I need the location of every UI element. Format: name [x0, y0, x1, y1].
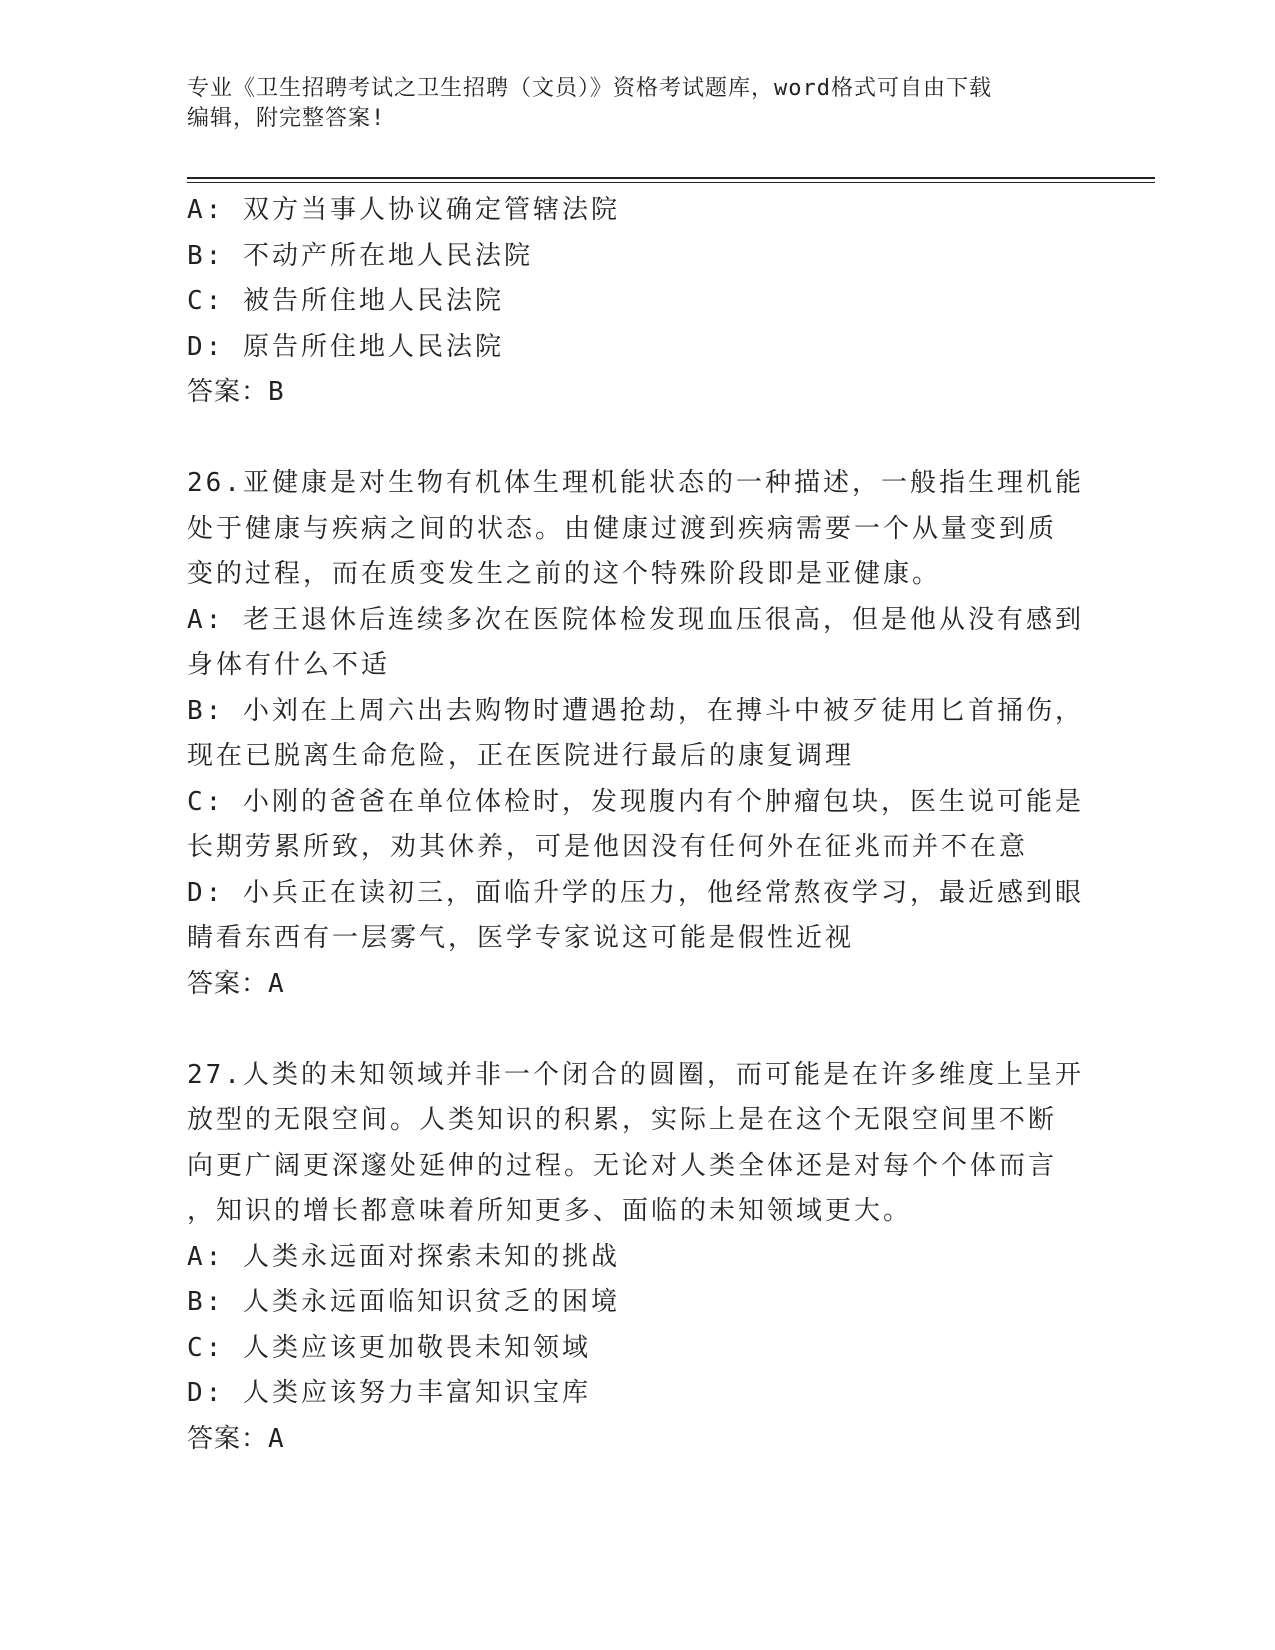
option-line: B: 小刘在上周六出去购物时遭遇抢劫，在搏斗中被歹徒用匕首捅伤， — [187, 695, 1084, 726]
answer-line: 答案：A — [187, 1423, 285, 1454]
option-b — [187, 234, 1087, 280]
option-line: C: 人类应该更加敬畏未知领域 — [187, 1332, 591, 1363]
question-stem — [187, 1053, 1087, 1235]
option-a — [187, 188, 1087, 234]
stem-line: 变的过程，而在质变发生之前的这个特殊阶段即是亚健康。 — [187, 559, 942, 589]
header-divider-thin — [187, 182, 1155, 183]
stem-line: 处于健康与疾病之间的状态。由健康过渡到疾病需要一个从量变到质 — [187, 513, 1058, 544]
option-line: A: 人类永远面对探索未知的挑战 — [187, 1241, 620, 1272]
stem-line: 27.人类的未知领域并非一个闭合的圆圈，而可能是在许多维度上呈开 — [187, 1059, 1084, 1090]
question-list — [187, 188, 1087, 1462]
option-a — [187, 1235, 1087, 1281]
option-line: A: 老王退休后连续多次在医院体检发现血压很高，但是他从没有感到 — [187, 604, 1084, 635]
option-line: B: 人类永远面临知识贫乏的困境 — [187, 1287, 620, 1317]
option-line: 长期劳累所致，劝其休养，可是他因没有任何外在征兆而并不在意 — [187, 832, 1029, 862]
option-line: 身体有什么不适 — [187, 650, 391, 680]
option-d — [187, 1371, 1087, 1417]
question-spacer — [187, 416, 1087, 462]
answer-line: 答案：A — [187, 968, 285, 999]
answer-line: 答案：B — [187, 377, 285, 407]
option-c — [187, 1326, 1087, 1372]
stem-line: 26.亚健康是对生物有机体生理机能状态的一种描述，一般指生理机能 — [187, 468, 1084, 498]
question-stem — [187, 461, 1087, 598]
header-divider-thick — [187, 177, 1155, 179]
header-line: 专业《卫生招聘考试之卫生招聘（文员）》资格考试题库，word格式可自由下载 — [187, 76, 992, 101]
option-b — [187, 1280, 1087, 1326]
question-block — [187, 461, 1087, 1007]
stem-line: 向更广阔更深邃处延伸的过程。无论对人类全体还是对每个个体而言 — [187, 1150, 1058, 1181]
header-line: 编辑，附完整答案! — [187, 106, 386, 131]
option-d — [187, 325, 1087, 371]
option-c — [187, 780, 1087, 871]
question-spacer — [187, 1007, 1087, 1053]
question-block — [187, 1053, 1087, 1463]
option-line: 睛看东西有一层雾气，医学专家说这可能是假性近视 — [187, 923, 855, 953]
stem-line: 放型的无限空间。人类知识的积累，实际上是在这个无限空间里不断 — [187, 1105, 1058, 1135]
option-b — [187, 689, 1087, 780]
option-line: C: 小刚的爸爸在单位体检时，发现腹内有个肿瘤包块，医生说可能是 — [187, 786, 1084, 817]
option-c — [187, 279, 1087, 325]
question-block — [187, 188, 1087, 416]
option-line: C: 被告所住地人民法院 — [187, 286, 504, 316]
option-line: D: 小兵正在读初三，面临升学的压力，他经常熬夜学习，最近感到眼 — [187, 877, 1084, 908]
option-line: A: 双方当事人协议确定管辖法院 — [187, 195, 620, 225]
option-line: D: 人类应该努力丰富知识宝库 — [187, 1378, 591, 1408]
document-header — [187, 74, 1087, 134]
stem-line: ，知识的增长都意味着所知更多、面临的未知领域更大。 — [187, 1196, 913, 1226]
option-a — [187, 598, 1087, 689]
option-d — [187, 871, 1087, 962]
option-line: 现在已脱离生命危险，正在医院进行最后的康复调理 — [187, 741, 855, 771]
option-line: B: 不动产所在地人民法院 — [187, 240, 533, 271]
option-line: D: 原告所住地人民法院 — [187, 331, 504, 362]
